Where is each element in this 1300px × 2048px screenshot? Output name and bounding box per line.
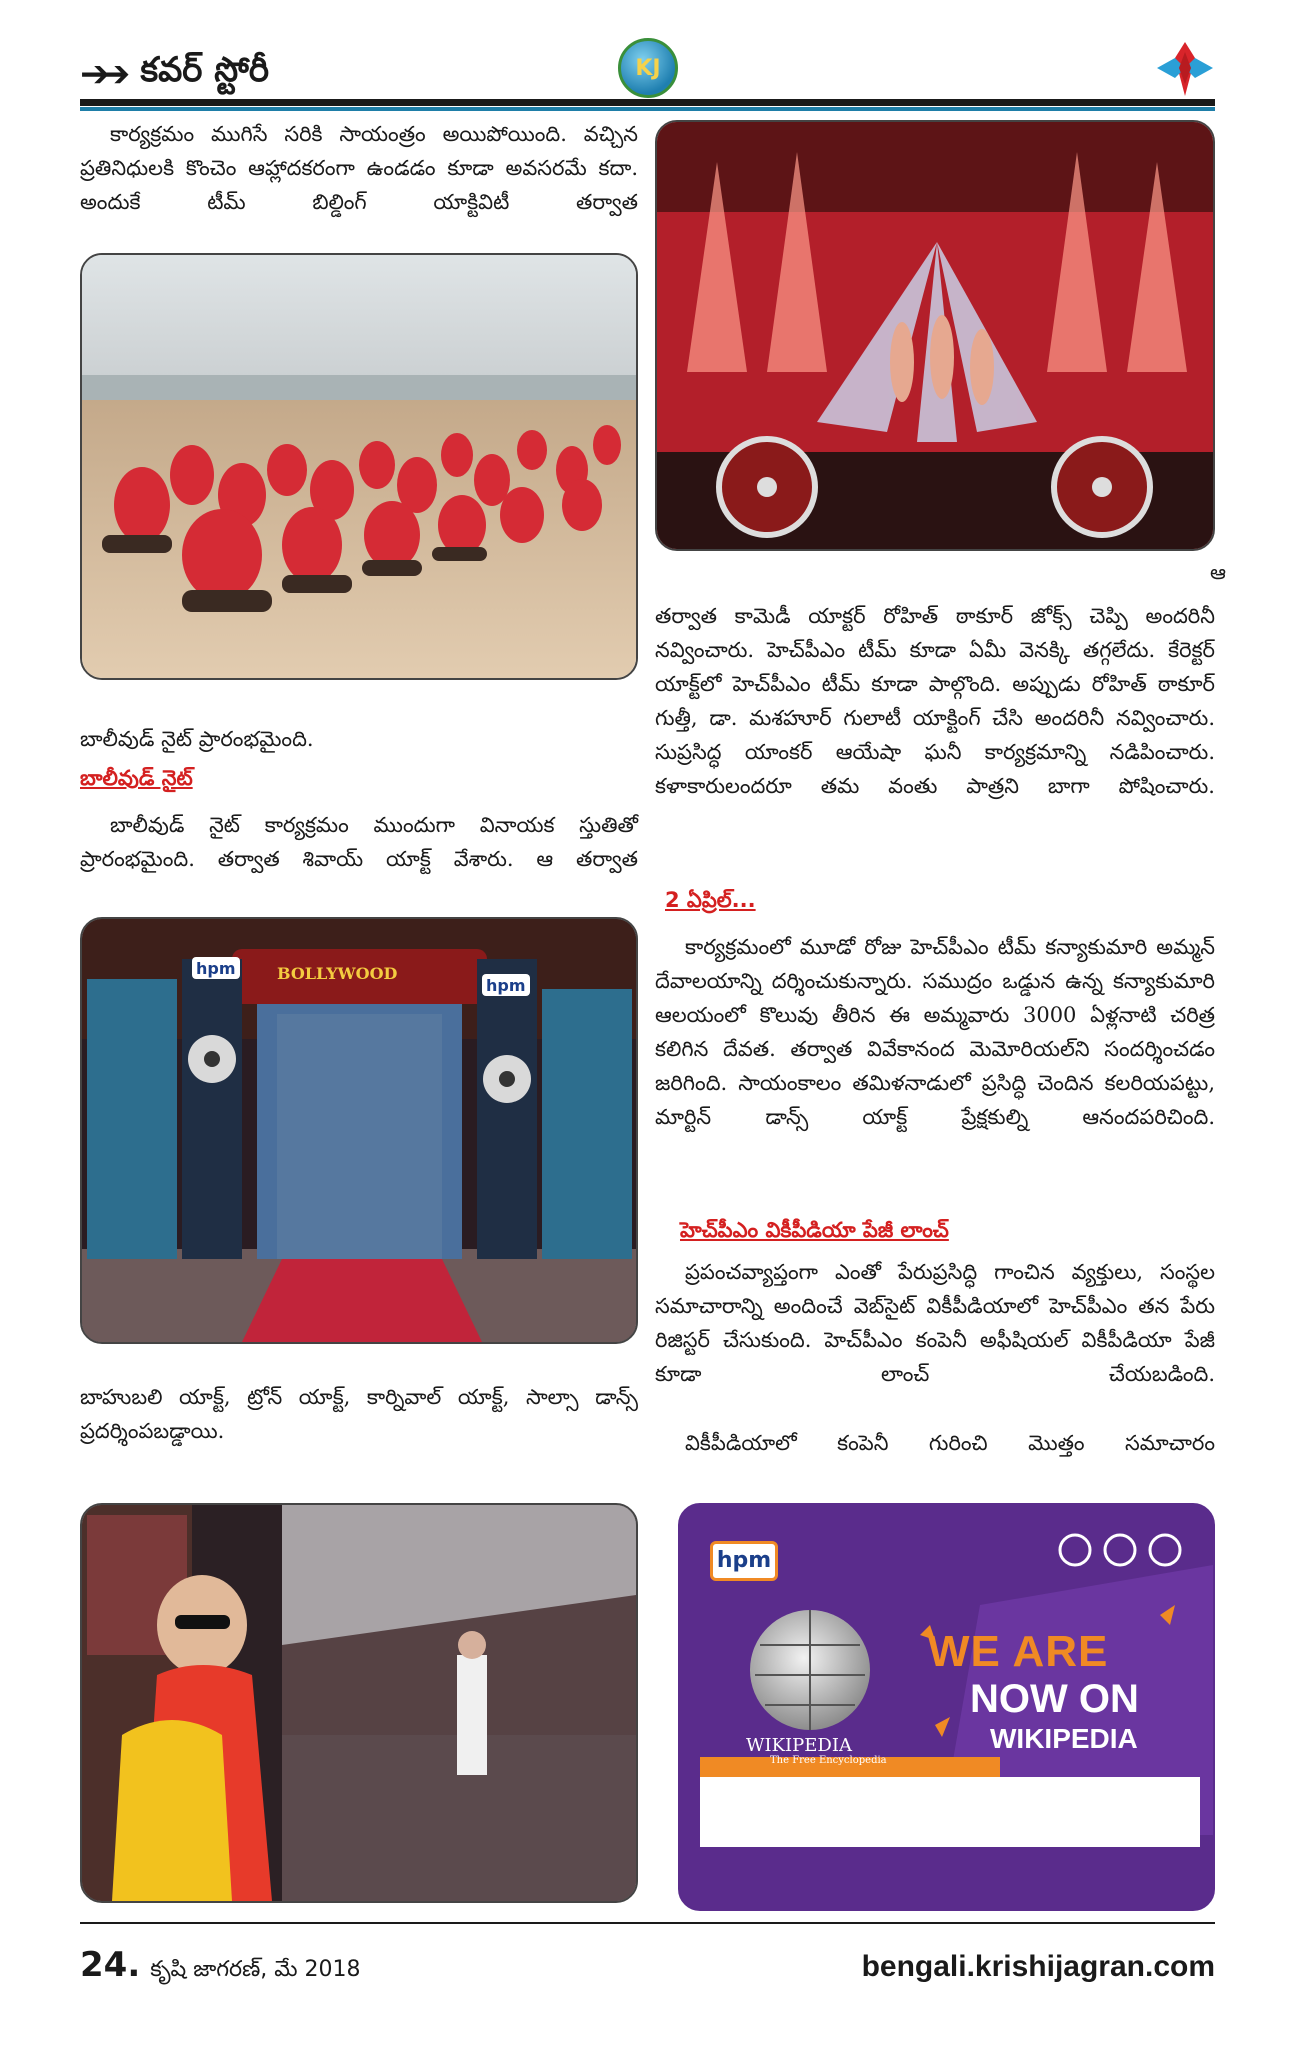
hpm-sign-left: hpm — [196, 959, 236, 978]
bollywood-sign: BOLLYWOOD — [277, 964, 398, 983]
stage-dance-photo — [655, 120, 1215, 551]
performer-photo — [80, 1503, 638, 1903]
magazine-issue: కృషి జాగరణ్, మే 2018 — [150, 1957, 361, 1982]
left-paragraph-1: కార్యక్రమం ముగిసే సరికి సాయంత్రం అయిపోయింది. వచ్చిన ప్రతినిధులకి కొంచెం ఆహ్లాదకరంగా ఉండడం కూడా అవసరమే కదా. అందుకే టీమ్ బిల్డింగ్ యాక్టివిటీ తర్వాత — [80, 122, 638, 214]
bollywood-night-heading: బాలీవుడ్ నైట్ — [80, 766, 193, 790]
kj-logo — [618, 38, 678, 98]
wikipedia-announcement — [678, 1503, 1215, 1911]
double-arrow-icon: ➔➔ — [80, 53, 121, 95]
we-are-text: WE ARE — [928, 1627, 1109, 1676]
website-link[interactable]: bengali.krishijagran.com — [861, 1950, 1215, 1983]
hpm-logo: hpm — [710, 1541, 778, 1581]
right-paragraph-4: వికీపీడియాలో కంపెనీ గురించి మొత్తం సమాచారం — [685, 1431, 1215, 1455]
beach-team-photo — [80, 253, 638, 680]
section-title — [80, 50, 269, 98]
wikipedia-text: WIKIPEDIA — [990, 1723, 1138, 1754]
right-paragraph-2: కార్యక్రమంలో మూడో రోజు హెచ్‌పీఎం టీమ్ కన్యాకుమారి అమ్మన్ దేవాలయాన్ని దర్శించుకున్నారు. సముద్రం ఒడ్డున ఉన్న కన్యాకుమారి ఆలయంలో కొలువు తీరిన ఈ అమ్మవారు 3000 ఏళ్లనాటి చరిత్ర కలిగిన దేవత. తర్వాత వివేకానంద మెమోరియల్‌ని సందర్శించడం జరిగింది. సాయంకాలం తమిళనాడులో ప్రసిద్ధి చెందిన కలరియపట్టు, మార్టిన్ డాన్స్ యాక్ట్ ప్రేక్షకుల్ని ఆనందపరిచింది. — [655, 935, 1215, 1129]
now-on-text: NOW ON — [970, 1677, 1139, 1721]
header-rule-blue — [80, 107, 1215, 111]
lotus-logo-icon — [1155, 38, 1215, 98]
section-label: కవర్ స్టోరీ — [140, 50, 270, 90]
wikipedia-brand: WIKIPEDIA — [746, 1735, 852, 1756]
header-rule — [80, 99, 1215, 106]
wikipedia-launch-heading: హెచ్‌పీఎం వికీపీడియా పేజీ లాంచ్ — [680, 1218, 949, 1242]
footer-left — [80, 1945, 361, 1987]
page-number: 24. — [80, 1945, 141, 1985]
wikipedia-tagline: The Free Encyclopedia — [770, 1755, 887, 1766]
right-paragraph-1: తర్వాత కామెడీ యాక్టర్ రోహిత్ ఠాకూర్ జోక్స్ చెప్పి అందరినీ నవ్వించారు. హెచ్‌పీఎం టీమ్ కూడా ఏమీ వెనక్కి తగ్గలేదు. కేరెక్టర్ యాక్ట్‌లో హెచ్‌పీఎం టీమ్ కూడా పాల్గొంది. అప్పుడు రోహిత్ ఠాకూర్ గుత్తీ, డా. మశహూర్ గులాటీ యాక్టింగ్ చేసి అందరినీ నవ్వించారు. సుప్రసిద్ధ యాంకర్ ఆయేషా ఘనీ కార్యక్రమాన్ని నడిపించారు. కళాకారులందరూ తమ వంతు పాత్రని బాగా పోషించారు. — [655, 604, 1215, 798]
hpm-sign-right: hpm — [486, 976, 526, 995]
footer-rule — [80, 1922, 1215, 1924]
left-paragraph-2: బాలీవుడ్ నైట్ ప్రారంభమైంది. — [80, 727, 314, 751]
right-paragraph-3: ప్రపంచవ్యాప్తంగా ఎంతో పేరుప్రసిద్ధి గాంచిన వ్యక్తులు, సంస్థల సమాచారాన్ని అందించే వెబ్‌సైట్ వికీపీడియాలో హెచ్‌పీఎం తన పేరు రిజిస్టర్ చేసుకుంది. హెచ్‌పీఎం కంపెనీ అఫీషియల్ వికీపీడియా పేజీ కూడా లాంచ్ చేయబడింది. — [655, 1260, 1215, 1386]
right-aa-letter: ఆ — [1210, 560, 1226, 584]
left-paragraph-3: బాలీవుడ్ నైట్ కార్యక్రమం ముందుగా వినాయక స్తుతితో ప్రారంభమైంది. తర్వాత శివాయ్ యాక్ట్ వేశారు. ఆ తర్వాత — [80, 813, 638, 871]
kj-logo-text: KJ — [635, 55, 661, 81]
bollywood-stage-photo — [80, 917, 638, 1344]
april-2-heading: 2 ఏప్రిల్... — [665, 888, 756, 912]
left-paragraph-4: బాహుబలి యాక్ట్, ట్రోన్ యాక్ట్, కార్నివాల్ యాక్ట్, సాల్సా డాన్స్ ప్రదర్శింపబడ్డాయి. — [80, 1385, 638, 1443]
